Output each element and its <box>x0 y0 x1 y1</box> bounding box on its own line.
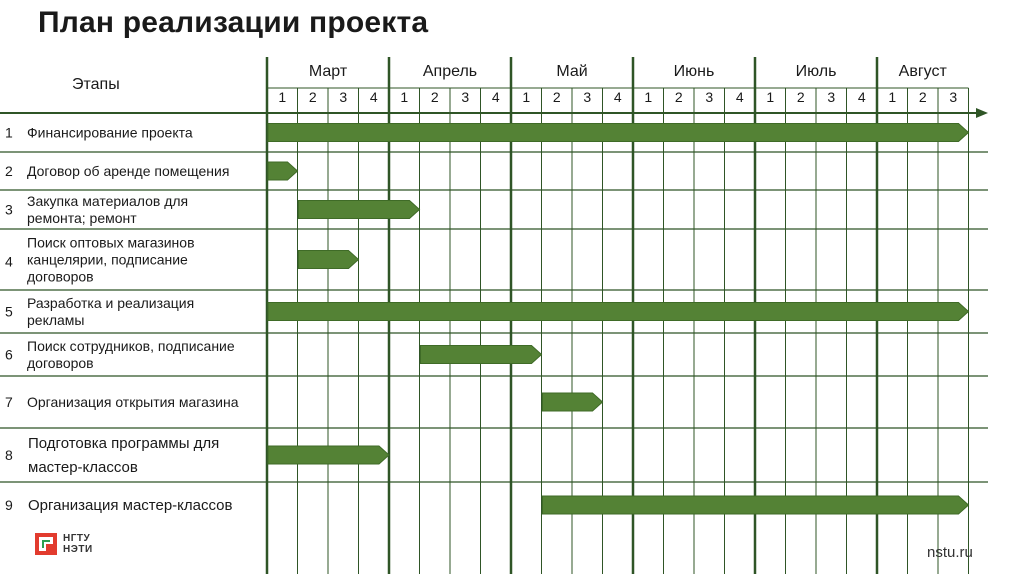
task-bar <box>299 251 359 269</box>
task-name: рекламы <box>27 312 85 328</box>
timeline-arrow <box>976 108 988 118</box>
week-label: 3 <box>461 89 470 105</box>
week-label: 2 <box>674 89 683 105</box>
task-number: 5 <box>5 303 13 320</box>
task-number: 2 <box>5 163 13 179</box>
page-title: План реализации проекта <box>38 6 429 39</box>
logo-line-2: НЭТИ <box>63 544 93 555</box>
task-name: Закупка материалов для <box>27 193 189 209</box>
week-label: 2 <box>796 89 805 105</box>
week-label: 2 <box>430 89 439 105</box>
task-bar <box>268 162 298 180</box>
task-bar <box>299 201 420 219</box>
nstu-logo-icon <box>35 533 57 555</box>
week-label: 4 <box>491 89 500 105</box>
week-label: 3 <box>583 89 592 105</box>
month-label: Март <box>308 63 348 80</box>
week-label: 1 <box>278 89 287 105</box>
month-label: Август <box>898 63 947 80</box>
task-bar <box>543 393 603 411</box>
task-number: 9 <box>5 497 13 513</box>
task-bar <box>421 346 542 364</box>
task-number: 3 <box>5 201 13 218</box>
task-name: Подготовка программы для <box>28 435 220 452</box>
task-name: договоров <box>27 268 94 285</box>
task-bar <box>268 124 969 142</box>
month-label: Июль <box>795 63 837 80</box>
task-number: 7 <box>5 394 13 410</box>
week-label: 2 <box>918 89 927 105</box>
week-label: 1 <box>400 89 409 105</box>
task-number: 1 <box>5 124 13 141</box>
task-name: Финансирование проекта <box>27 124 193 141</box>
week-label: 4 <box>735 89 744 105</box>
week-label: 2 <box>308 89 317 105</box>
week-label: 1 <box>766 89 775 105</box>
week-label: 3 <box>949 89 958 105</box>
week-label: 4 <box>369 89 378 105</box>
logo-line-1: НГТУ <box>63 533 91 544</box>
task-name: Договор об аренде помещения <box>27 163 230 179</box>
week-label: 1 <box>522 89 531 105</box>
task-number: 6 <box>5 346 13 363</box>
task-bar <box>268 303 969 321</box>
task-number: 4 <box>5 253 13 270</box>
week-label: 4 <box>613 89 622 105</box>
task-name: договоров <box>27 355 94 371</box>
task-bar <box>543 496 969 514</box>
task-name: ремонта; ремонт <box>27 210 137 226</box>
week-label: 3 <box>705 89 714 105</box>
week-label: 1 <box>644 89 653 105</box>
task-name: канцелярии, подписание <box>27 251 188 268</box>
week-label: 3 <box>827 89 836 105</box>
task-name: Разработка и реализация <box>27 295 195 311</box>
month-label: Июнь <box>673 63 715 80</box>
task-number: 8 <box>5 447 13 463</box>
week-label: 4 <box>857 89 866 105</box>
task-name: мастер-классов <box>28 459 138 476</box>
site-link[interactable]: nstu.ru <box>927 544 973 561</box>
nstu-logo <box>35 533 93 555</box>
week-label: 2 <box>552 89 561 105</box>
week-label: 3 <box>339 89 348 105</box>
task-name: Организация открытия магазина <box>27 394 239 410</box>
week-label: 1 <box>888 89 897 105</box>
task-name: Организация мастер-классов <box>28 497 233 514</box>
task-name: Поиск сотрудников, подписание <box>27 338 235 354</box>
month-label: Май <box>556 63 588 80</box>
month-label: Апрель <box>422 63 478 80</box>
task-name: Поиск оптовых магазинов <box>27 234 195 251</box>
stages-header: Этапы <box>72 76 120 93</box>
task-bar <box>268 446 389 464</box>
